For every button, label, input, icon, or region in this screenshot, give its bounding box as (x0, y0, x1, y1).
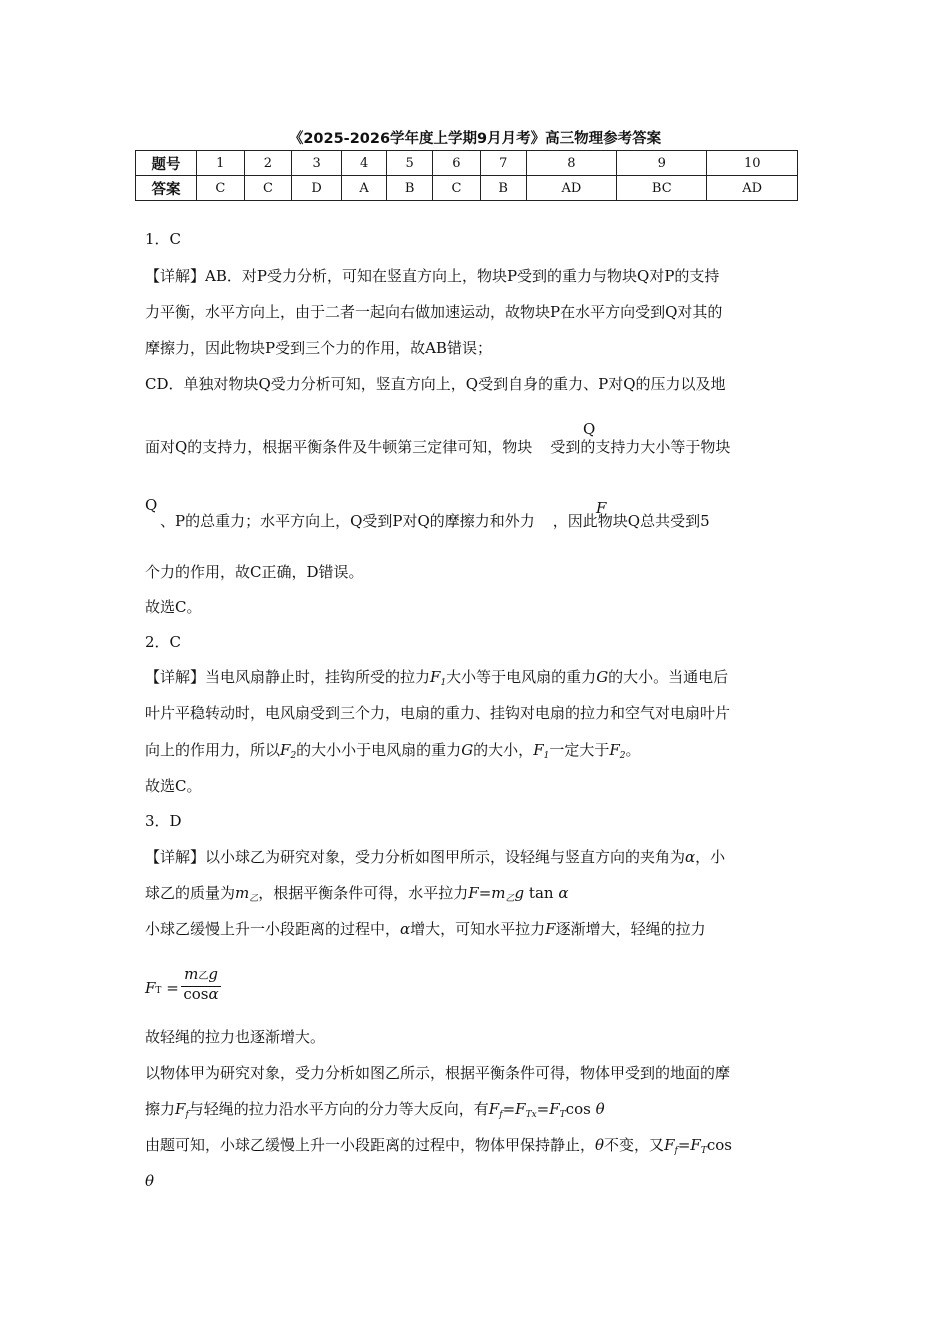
subscript: T (155, 986, 162, 996)
text: 的大小， (473, 741, 534, 759)
var-m: m (184, 965, 199, 983)
text: 【详解】以小球乙为研究对象，受力分析如图甲所示，设轻绳与竖直方向的夹角为 (145, 848, 686, 866)
text: 的大小小于电风扇的重力 (296, 741, 462, 759)
q-symbol: Q (145, 496, 158, 514)
table-row (136, 151, 798, 176)
q1-line (145, 436, 730, 458)
q2-heading: 2．C (145, 633, 182, 651)
subscript: f (674, 1146, 678, 1156)
var-f: F (430, 668, 441, 686)
answer-label: 答案 (136, 176, 197, 201)
table-cell: 8 (526, 151, 617, 176)
q1-line: 力平衡，水平方向上，由于二者一起向右做加速运动，故物块P在水平方向受到Q对其的 (145, 303, 723, 321)
f-symbol: F (596, 499, 607, 517)
formula-lhs (145, 979, 179, 997)
text: = (478, 884, 492, 902)
table-cell: 9 (617, 151, 707, 176)
var-f: F (468, 884, 479, 902)
text: 球乙的质量为 (145, 884, 236, 902)
text: 逐渐增大，轻绳的拉力 (555, 920, 706, 938)
table-cell: 7 (480, 151, 526, 176)
q3-line: 以物体甲为研究对象，受力分析如图乙所示，根据平衡条件可得，物体甲受到的地面的摩 (145, 1064, 731, 1082)
text: 不变，又 (604, 1136, 665, 1154)
var-f: F (545, 920, 556, 938)
var-f: F (175, 1100, 186, 1118)
subscript: 乙 (198, 971, 209, 982)
text: 受到的支持力大小等于物块 (550, 438, 731, 456)
q1-conclusion: 故选C。 (145, 598, 202, 616)
subscript: Tx (525, 1110, 537, 1120)
subscript: T (700, 1146, 707, 1156)
table-cell: 3 (292, 151, 342, 176)
text: cos (183, 985, 209, 1003)
text: 。 (625, 741, 641, 759)
text: ，根据平衡条件可得，水平拉力 (258, 884, 469, 902)
q3-heading: 3．D (145, 812, 182, 830)
var-g: G (461, 741, 474, 759)
text: = (536, 1100, 550, 1118)
table-cell: AD (526, 176, 617, 201)
text: 的大小。当通电后 (608, 668, 729, 686)
text: 向上的作用力，所以 (145, 741, 281, 759)
subscript: 乙 (249, 894, 259, 904)
var-alpha: α (558, 884, 569, 902)
q3-line (145, 882, 568, 910)
table-cell: 1 (197, 151, 245, 176)
var-f: F (533, 741, 544, 759)
var-g: g (208, 965, 218, 983)
table-cell: 10 (707, 151, 798, 176)
table-row (136, 176, 798, 201)
text: = (677, 1136, 691, 1154)
header-label: 题号 (136, 151, 197, 176)
table-cell: 6 (433, 151, 481, 176)
text: = (502, 1100, 516, 1118)
table-cell: AD (707, 176, 798, 201)
var-g: G (596, 668, 609, 686)
q3-line: 故轻绳的拉力也逐渐增大。 (145, 1028, 326, 1046)
q1-line: 【详解】AB．对P受力分析，可知在竖直方向上，物块P受到的重力与物块Q对P的支持 (145, 267, 720, 285)
table-cell: B (387, 176, 433, 201)
subscript: 2 (619, 751, 626, 761)
var-f: F (515, 1100, 526, 1118)
q3-line (145, 918, 706, 940)
q3-line (145, 1098, 605, 1126)
table-cell: D (292, 176, 342, 201)
text: 【详解】当电风扇静止时，挂钩所受的拉力 (145, 668, 431, 686)
table-cell: B (480, 176, 526, 201)
var-theta: θ (595, 1136, 605, 1154)
text: 由题可知，小球乙缓慢上升一小段距离的过程中，物体甲保持静止， (145, 1136, 596, 1154)
subscript: 2 (290, 751, 297, 761)
var-theta: θ (595, 1100, 605, 1118)
text: cos (706, 1136, 732, 1154)
var-f: F (549, 1100, 560, 1118)
var-m: m (235, 884, 250, 902)
table-cell: C (244, 176, 292, 201)
table-cell: 4 (341, 151, 386, 176)
var-f: F (488, 1100, 500, 1118)
var-alpha: α (400, 920, 411, 938)
text: 一定大于 (549, 741, 610, 759)
q1-line (160, 510, 710, 532)
subscript: 乙 (505, 894, 515, 904)
text: cos (565, 1100, 591, 1118)
fraction-numerator (181, 965, 221, 987)
subscript: 1 (543, 751, 550, 761)
q1-line: 摩擦力，因此物块P受到三个力的作用，故AB错误； (145, 339, 492, 357)
var-g: g (514, 884, 525, 902)
text: ，小 (695, 848, 726, 866)
q3-line (145, 1134, 732, 1162)
q2-line (145, 739, 641, 767)
table-cell: A (341, 176, 386, 201)
text: 增大，可知水平拉力 (410, 920, 546, 938)
var-f: F (664, 1136, 675, 1154)
text: 小球乙缓慢上升一小段距离的过程中， (145, 920, 401, 938)
q2-conclusion: 故选C。 (145, 777, 202, 795)
subscript: 1 (440, 678, 447, 688)
q2-line: 叶片平稳转动时，电风扇受到三个力，电扇的重力、挂钩对电扇的拉力和空气对电扇叶片 (145, 704, 731, 722)
q1-line: CD．单独对物块Q受力分析可知，竖直方向上，Q受到自身的重力、P对Q的压力以及地 (145, 375, 726, 393)
var-alpha: α (685, 848, 696, 866)
table-cell: 2 (244, 151, 292, 176)
subscript: T (559, 1110, 566, 1120)
q3-line: θ (145, 1172, 155, 1190)
text: tan (528, 884, 554, 902)
text: 、P的总重力；水平方向上，Q受到P对Q的摩擦力和外力 (160, 512, 535, 530)
page-title: 《2025-2026学年度上学期9月月考》高三物理参考答案 (288, 131, 662, 147)
var-f: F (609, 741, 620, 759)
table-cell: C (197, 176, 245, 201)
q1-line: 个力的作用，故C正确，D错误。 (145, 563, 364, 581)
var-f: F (280, 741, 291, 759)
text: = (166, 979, 179, 997)
var-m: m (491, 884, 506, 902)
var-f: F (145, 979, 156, 997)
text: 擦力 (145, 1100, 176, 1118)
q2-line (145, 666, 728, 694)
text: ，因此物块Q总共受到5 (552, 512, 710, 530)
answer-table (135, 150, 798, 201)
text: 面对Q的支持力，根据平衡条件及牛顿第三定律可知，物块 (145, 438, 533, 456)
q1-heading: 1．C (145, 230, 182, 248)
text: 大小等于电风扇的重力 (446, 668, 597, 686)
table-cell: 5 (387, 151, 433, 176)
q-symbol: Q (583, 420, 596, 438)
q3-line (145, 846, 725, 868)
table-cell: C (433, 176, 481, 201)
var-alpha: α (208, 985, 219, 1003)
text: 与轻绳的拉力沿水平方向的分力等大反向，有 (188, 1100, 489, 1118)
table-cell: BC (617, 176, 707, 201)
fraction-denominator (181, 985, 221, 1003)
var-f: F (690, 1136, 701, 1154)
subscript: f (499, 1110, 503, 1120)
subscript: f (185, 1110, 189, 1120)
